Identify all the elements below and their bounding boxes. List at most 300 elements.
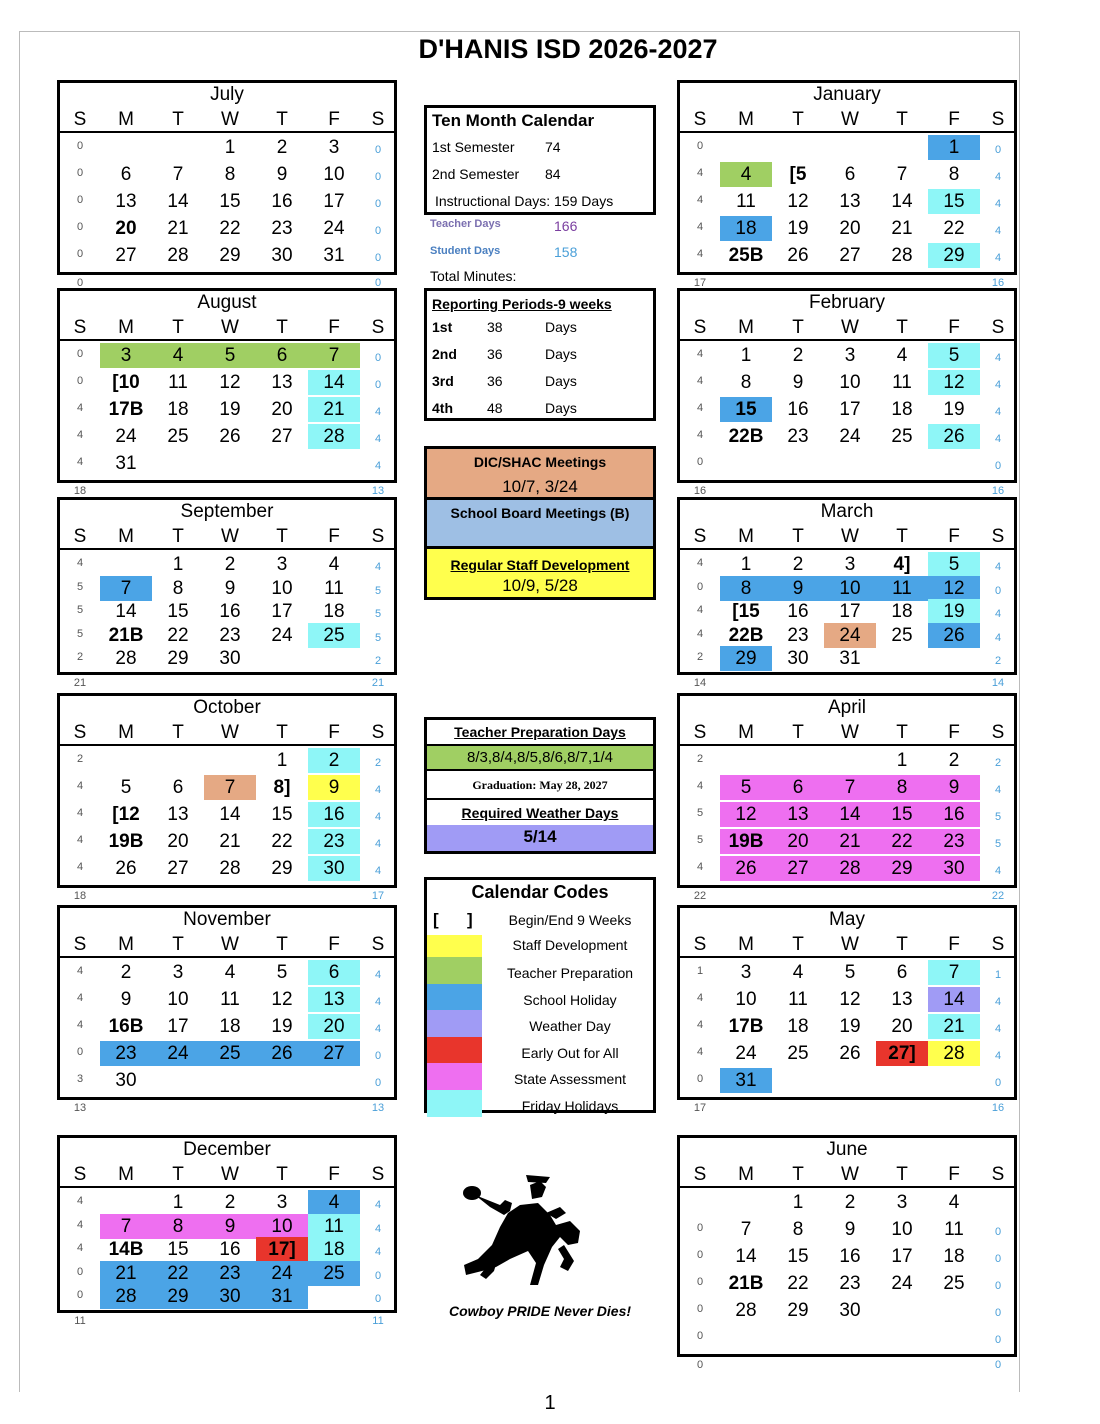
day-header: M bbox=[738, 722, 754, 743]
day-header: W bbox=[841, 526, 859, 547]
month-total-left: 14 bbox=[693, 676, 707, 689]
day-cell: 11 bbox=[788, 989, 808, 1010]
dic-shac-panel bbox=[424, 446, 656, 500]
week-count-left: 4 bbox=[696, 1046, 704, 1058]
header-rule bbox=[60, 956, 394, 958]
day-header: M bbox=[118, 722, 134, 743]
week-count-right: 0 bbox=[374, 225, 382, 237]
week-count-left: 5 bbox=[76, 604, 84, 616]
month-box bbox=[57, 905, 397, 1100]
week-count-left: 4 bbox=[696, 627, 704, 640]
week-count-right: 0 bbox=[374, 252, 382, 264]
month-total-left: 11 bbox=[74, 1314, 86, 1327]
day-cell: 5 bbox=[276, 962, 288, 983]
day-cell: 23 bbox=[219, 624, 241, 646]
day-cell: 26 bbox=[928, 623, 980, 648]
day-cell: 18 bbox=[308, 1237, 360, 1262]
month-total-right: 0 bbox=[374, 277, 382, 289]
day-header: F bbox=[948, 934, 960, 955]
day-cell: 19 bbox=[928, 599, 980, 624]
week-count-left: 4 bbox=[696, 557, 704, 569]
week-count-right: 4 bbox=[994, 379, 1002, 391]
day-header: S bbox=[73, 526, 87, 547]
day-cell: 1 bbox=[276, 750, 288, 771]
day-cell: 13 bbox=[891, 989, 913, 1010]
day-cell: 2 bbox=[792, 345, 804, 366]
week-count-left: 4 bbox=[696, 248, 704, 260]
day-cell: 31 bbox=[323, 245, 345, 266]
day-header: S bbox=[693, 526, 707, 547]
day-cell bbox=[152, 1068, 204, 1093]
week-count-left: 0 bbox=[696, 1073, 704, 1085]
day-cell: 10 bbox=[839, 372, 861, 393]
dic-title: DIC/SHAC Meetings bbox=[473, 454, 607, 470]
day-cell: 7 bbox=[740, 1219, 752, 1240]
day-cell: 19 bbox=[787, 218, 809, 239]
day-cell: 18 bbox=[891, 399, 913, 420]
day-header: S bbox=[693, 317, 707, 338]
day-cell: 2 bbox=[276, 137, 288, 158]
week-count-left: 4 bbox=[696, 604, 704, 616]
day-header: F bbox=[948, 526, 960, 547]
day-header: M bbox=[738, 109, 754, 130]
code-swatch bbox=[427, 1090, 482, 1117]
day-cell: 9 bbox=[120, 989, 132, 1010]
day-header: S bbox=[73, 109, 87, 130]
day-cell: 4 bbox=[328, 554, 340, 575]
day-cell: 10 bbox=[167, 989, 189, 1010]
day-cell: 18 bbox=[720, 216, 772, 241]
day-cell: 2 bbox=[120, 962, 132, 983]
day-cell: 4 bbox=[792, 962, 804, 983]
day-cell: 4 bbox=[948, 1192, 960, 1213]
day-cell: 19 bbox=[943, 399, 965, 420]
code-label: Early Out for All bbox=[521, 1044, 619, 1061]
month-total-right: 16 bbox=[991, 277, 1005, 289]
day-cell: 11 bbox=[308, 1214, 360, 1239]
week-count-right: 4 bbox=[374, 811, 382, 823]
teacher-prep-title: Teacher Preparation Days bbox=[454, 724, 626, 740]
day-cell: 8] bbox=[273, 777, 291, 798]
month-total-right: 13 bbox=[371, 485, 385, 497]
week-count-left: 5 bbox=[76, 580, 84, 593]
day-cell: 11 bbox=[876, 576, 928, 601]
day-cell: 6 bbox=[896, 962, 908, 983]
day-cell: 17 bbox=[839, 601, 861, 622]
day-header: S bbox=[73, 317, 87, 338]
teacher-days-label: Teacher Days bbox=[430, 218, 501, 230]
day-cell: 25 bbox=[943, 1273, 965, 1294]
reporting-period: 3rd bbox=[432, 373, 454, 389]
week-count-right: 4 bbox=[994, 198, 1002, 210]
day-cell: 31 bbox=[256, 1284, 308, 1309]
day-cell bbox=[720, 1325, 772, 1350]
day-header: W bbox=[221, 722, 239, 743]
day-cell: 18 bbox=[167, 399, 189, 420]
day-cell: 14B bbox=[108, 1239, 144, 1260]
week-count-left: 0 bbox=[76, 1289, 84, 1301]
day-cell: 12 bbox=[219, 372, 241, 393]
day-cell: 18 bbox=[323, 601, 345, 622]
day-cell: 9 bbox=[276, 164, 288, 185]
day-header: T bbox=[896, 1164, 908, 1185]
day-cell: 12 bbox=[720, 802, 772, 827]
day-cell: 25 bbox=[891, 426, 913, 447]
day-cell: 6 bbox=[256, 343, 308, 368]
day-cell bbox=[308, 451, 360, 476]
week-count-left: 4 bbox=[76, 861, 84, 873]
week-count-right: 0 bbox=[374, 198, 382, 210]
week-count-left: 4 bbox=[76, 834, 84, 846]
day-cell: 22B bbox=[728, 624, 764, 646]
month-total-left: 16 bbox=[693, 485, 707, 497]
day-cell bbox=[256, 646, 308, 671]
day-cell: 12 bbox=[271, 989, 293, 1010]
day-cell: 8 bbox=[720, 576, 772, 601]
day-cell: 8 bbox=[740, 372, 752, 393]
day-cell: 16 bbox=[219, 1239, 241, 1260]
week-count-left: 4 bbox=[696, 375, 704, 387]
day-header: S bbox=[693, 1164, 707, 1185]
page-number: 1 bbox=[544, 1392, 556, 1414]
day-header: T bbox=[896, 526, 908, 547]
month-total-right: 13 bbox=[371, 1102, 385, 1114]
day-cell: 23 bbox=[308, 829, 360, 854]
week-count-right: 0 bbox=[374, 144, 382, 156]
day-cell: 16 bbox=[308, 802, 360, 827]
day-header: T bbox=[172, 934, 184, 955]
day-header: S bbox=[371, 1164, 385, 1185]
total-minutes: Total Minutes: bbox=[430, 268, 517, 284]
day-cell bbox=[308, 646, 360, 671]
day-cell: 3 bbox=[172, 962, 184, 983]
day-cell: 27 bbox=[167, 858, 189, 879]
day-cell: 28 bbox=[100, 1284, 152, 1309]
day-cell: 20 bbox=[308, 1014, 360, 1039]
weather-title: Required Weather Days bbox=[461, 805, 619, 821]
month-name: March bbox=[820, 501, 874, 522]
day-cell: 1 bbox=[224, 137, 236, 158]
week-count-right: 0 bbox=[994, 1280, 1002, 1292]
day-header: S bbox=[693, 722, 707, 743]
code-label: Weather Day bbox=[529, 1018, 611, 1034]
day-cell: 26 bbox=[839, 1043, 861, 1064]
reporting-unit: Days bbox=[545, 373, 577, 389]
day-cell: 12 bbox=[839, 989, 861, 1010]
day-cell bbox=[928, 1325, 980, 1350]
day-cell: 15 bbox=[876, 802, 928, 827]
week-count-right: 0 bbox=[374, 1050, 382, 1062]
code-label: Teacher Preparation bbox=[506, 965, 634, 981]
week-count-left: 0 bbox=[696, 1249, 704, 1261]
cowboy-logo-icon bbox=[460, 1175, 590, 1295]
sem2-value: 84 bbox=[545, 166, 561, 182]
week-count-left: 0 bbox=[76, 375, 84, 387]
day-cell: 20 bbox=[772, 829, 824, 854]
day-cell: 25 bbox=[308, 623, 360, 648]
day-cell: 2 bbox=[308, 748, 360, 773]
codes-title: Calendar Codes bbox=[471, 882, 609, 902]
day-cell bbox=[720, 135, 772, 160]
month-total-left: 21 bbox=[73, 676, 87, 689]
day-header: T bbox=[172, 1164, 184, 1185]
day-header: M bbox=[118, 526, 134, 547]
week-count-left: 0 bbox=[76, 248, 84, 260]
day-cell bbox=[772, 451, 824, 476]
week-count-right: 5 bbox=[374, 631, 382, 644]
week-count-left: 4 bbox=[76, 1218, 84, 1231]
day-cell: 11 bbox=[168, 372, 188, 393]
week-count-right: 4 bbox=[374, 433, 382, 445]
day-cell: 5 bbox=[928, 343, 980, 368]
day-cell: 30 bbox=[115, 1070, 137, 1091]
day-cell: 10 bbox=[256, 1214, 308, 1239]
day-cell: 1 bbox=[172, 554, 184, 575]
week-count-left: 0 bbox=[76, 140, 84, 152]
day-cell: 15 bbox=[219, 191, 241, 212]
month-box bbox=[677, 80, 1017, 275]
day-cell: 23 bbox=[787, 624, 809, 646]
day-header: T bbox=[276, 109, 288, 130]
day-header: T bbox=[792, 109, 804, 130]
day-cell: 25 bbox=[167, 426, 189, 447]
day-cell: 14 bbox=[735, 1246, 757, 1267]
header-rule bbox=[680, 131, 1014, 133]
week-count-right: 0 bbox=[994, 584, 1002, 597]
day-cell: 30 bbox=[787, 648, 809, 669]
month-box bbox=[677, 288, 1017, 483]
day-cell: 24 bbox=[839, 426, 861, 447]
header-rule bbox=[680, 744, 1014, 746]
day-cell: 28 bbox=[115, 648, 137, 669]
day-cell: 23 bbox=[271, 218, 293, 239]
day-cell bbox=[876, 451, 928, 476]
week-count-right: 2 bbox=[374, 655, 382, 667]
day-cell: 5 bbox=[844, 962, 856, 983]
month-name: November bbox=[183, 909, 271, 930]
reporting-unit: Days bbox=[545, 346, 577, 362]
day-cell: 17 bbox=[891, 1246, 913, 1267]
day-cell: 29 bbox=[219, 245, 241, 266]
codes-bracket: [ ] bbox=[433, 910, 473, 929]
week-count-right: 4 bbox=[994, 631, 1002, 644]
day-cell bbox=[204, 1068, 256, 1093]
day-header: S bbox=[693, 934, 707, 955]
day-cell: 26 bbox=[219, 426, 241, 447]
day-cell bbox=[928, 1298, 980, 1323]
day-cell: 23 bbox=[787, 426, 809, 447]
day-cell: 10 bbox=[271, 577, 293, 599]
week-count-right: 4 bbox=[374, 1246, 382, 1258]
day-cell: 16B bbox=[108, 1016, 144, 1037]
week-count-left: 0 bbox=[696, 140, 704, 152]
day-cell: 20 bbox=[271, 399, 293, 420]
week-count-right: 4 bbox=[994, 996, 1002, 1008]
header-rule bbox=[60, 548, 394, 550]
week-count-right: 4 bbox=[994, 352, 1002, 364]
staff-dev-dates: 10/9, 5/28 bbox=[502, 576, 578, 595]
day-cell: 11 bbox=[324, 577, 344, 599]
day-header: F bbox=[328, 934, 340, 955]
day-cell: 10 bbox=[735, 989, 757, 1010]
week-count-left: 0 bbox=[76, 167, 84, 179]
week-count-left: 3 bbox=[76, 1073, 84, 1085]
day-cell: 3 bbox=[896, 1192, 908, 1213]
day-cell: 24 bbox=[115, 426, 137, 447]
day-cell: 29 bbox=[928, 243, 980, 268]
day-cell bbox=[928, 1068, 980, 1093]
day-cell: 19 bbox=[839, 1016, 861, 1037]
day-cell: 30 bbox=[219, 648, 241, 669]
week-count-right: 5 bbox=[994, 811, 1002, 823]
day-cell: 30 bbox=[204, 1284, 256, 1309]
day-cell: 25B bbox=[728, 245, 764, 266]
day-cell: 2 bbox=[844, 1192, 856, 1213]
day-cell: 12 bbox=[928, 576, 980, 601]
day-header: S bbox=[693, 109, 707, 130]
day-cell: 5 bbox=[928, 552, 980, 577]
week-count-left: 4 bbox=[76, 456, 84, 468]
day-cell: 5 bbox=[204, 343, 256, 368]
week-count-right: 4 bbox=[374, 865, 382, 877]
week-count-left: 5 bbox=[696, 834, 704, 846]
day-cell: 3 bbox=[844, 554, 856, 575]
day-cell bbox=[772, 748, 824, 773]
day-header: S bbox=[991, 526, 1005, 547]
student-days-value: 158 bbox=[554, 244, 578, 260]
day-cell: [12 bbox=[112, 804, 140, 825]
week-count-right: 0 bbox=[994, 1226, 1002, 1238]
day-cell: 7 bbox=[172, 164, 184, 185]
week-count-right: 4 bbox=[994, 865, 1002, 877]
day-cell: 17 bbox=[271, 601, 293, 622]
day-cell: 7 bbox=[928, 960, 980, 985]
day-cell: 11 bbox=[736, 191, 756, 212]
week-count-right: 4 bbox=[994, 406, 1002, 418]
day-cell: 25 bbox=[308, 1261, 360, 1286]
day-header: W bbox=[841, 1164, 859, 1185]
day-header: W bbox=[841, 109, 859, 130]
week-count-right: 0 bbox=[994, 1253, 1002, 1265]
day-header: F bbox=[948, 317, 960, 338]
month-total-left: 0 bbox=[76, 277, 84, 289]
week-count-right: 0 bbox=[374, 379, 382, 391]
month-name: February bbox=[808, 292, 886, 313]
day-header: M bbox=[118, 317, 134, 338]
page-title: D'HANIS ISD 2026-2027 bbox=[418, 34, 718, 64]
day-cell bbox=[256, 1068, 308, 1093]
day-cell: 10 bbox=[824, 576, 876, 601]
reporting-period: 2nd bbox=[432, 346, 457, 362]
day-header: T bbox=[276, 317, 288, 338]
month-total-right: 16 bbox=[991, 485, 1005, 497]
day-cell: 15 bbox=[720, 397, 772, 422]
day-cell bbox=[824, 1068, 876, 1093]
day-header: T bbox=[276, 934, 288, 955]
day-cell: 24 bbox=[271, 624, 293, 646]
reporting-days: 48 bbox=[487, 400, 503, 416]
day-header: T bbox=[172, 109, 184, 130]
day-cell: 29 bbox=[720, 646, 772, 671]
day-cell: 28 bbox=[308, 424, 360, 449]
day-cell bbox=[876, 1325, 928, 1350]
day-cell bbox=[772, 1068, 824, 1093]
week-count-right: 4 bbox=[374, 996, 382, 1008]
day-cell: 1 bbox=[928, 135, 980, 160]
staff-development-panel bbox=[424, 546, 656, 600]
week-count-right: 4 bbox=[994, 1023, 1002, 1035]
day-cell: 22 bbox=[787, 1273, 809, 1294]
day-cell: 25 bbox=[891, 624, 913, 646]
week-count-right: 4 bbox=[374, 460, 382, 472]
day-cell: 6 bbox=[308, 960, 360, 985]
month-total-left: 0 bbox=[696, 1359, 704, 1371]
cowboy-logo bbox=[460, 1175, 590, 1295]
week-count-left: 4 bbox=[76, 429, 84, 441]
day-cell: 8 bbox=[152, 1214, 204, 1239]
header-rule bbox=[60, 744, 394, 746]
day-cell: 17B bbox=[108, 399, 144, 420]
day-cell bbox=[928, 451, 980, 476]
day-cell: 9 bbox=[224, 577, 236, 599]
day-cell: 16 bbox=[928, 802, 980, 827]
day-cell: 16 bbox=[839, 1246, 861, 1267]
day-cell: 21 bbox=[167, 218, 189, 239]
week-count-left: 2 bbox=[696, 753, 704, 765]
day-cell: 7 bbox=[100, 576, 152, 601]
week-count-left: 4 bbox=[696, 194, 704, 206]
day-cell: 3 bbox=[100, 343, 152, 368]
day-header: T bbox=[172, 317, 184, 338]
week-count-left: 5 bbox=[696, 807, 704, 819]
day-cell: 29 bbox=[152, 1284, 204, 1309]
day-cell: 13 bbox=[308, 987, 360, 1012]
day-cell: 18 bbox=[219, 1016, 241, 1037]
header-rule bbox=[60, 1186, 394, 1188]
month-box bbox=[57, 80, 397, 275]
day-cell: 29 bbox=[787, 1300, 809, 1321]
week-count-right: 0 bbox=[994, 1307, 1002, 1319]
week-count-right: 2 bbox=[374, 757, 382, 769]
day-cell: 23 bbox=[928, 829, 980, 854]
month-box bbox=[57, 693, 397, 888]
week-count-left: 4 bbox=[76, 1019, 84, 1031]
week-count-left: 1 bbox=[696, 965, 704, 977]
day-cell: 15 bbox=[167, 601, 189, 622]
day-cell: 17 bbox=[167, 1016, 189, 1037]
day-cell bbox=[100, 135, 152, 160]
day-cell: 2 bbox=[224, 554, 236, 575]
day-cell: 3 bbox=[328, 137, 340, 158]
day-cell bbox=[100, 1190, 152, 1215]
header-rule bbox=[60, 339, 394, 341]
day-cell: 1 bbox=[740, 554, 752, 575]
day-cell: 17 bbox=[323, 191, 345, 212]
day-header: T bbox=[172, 526, 184, 547]
day-cell: 19 bbox=[271, 1016, 293, 1037]
code-label: Friday Holidays bbox=[521, 1097, 619, 1114]
calendar-codes-panel bbox=[424, 877, 656, 1113]
day-cell: 24 bbox=[891, 1273, 913, 1294]
day-header: M bbox=[118, 934, 134, 955]
graduation: Graduation: May 28, 2027 bbox=[472, 778, 608, 792]
teacher-prep-bar bbox=[427, 744, 653, 771]
day-cell: 31 bbox=[839, 648, 861, 669]
day-header: T bbox=[276, 722, 288, 743]
week-count-left: 4 bbox=[696, 221, 704, 233]
day-cell bbox=[152, 748, 204, 773]
day-cell bbox=[308, 1284, 360, 1309]
